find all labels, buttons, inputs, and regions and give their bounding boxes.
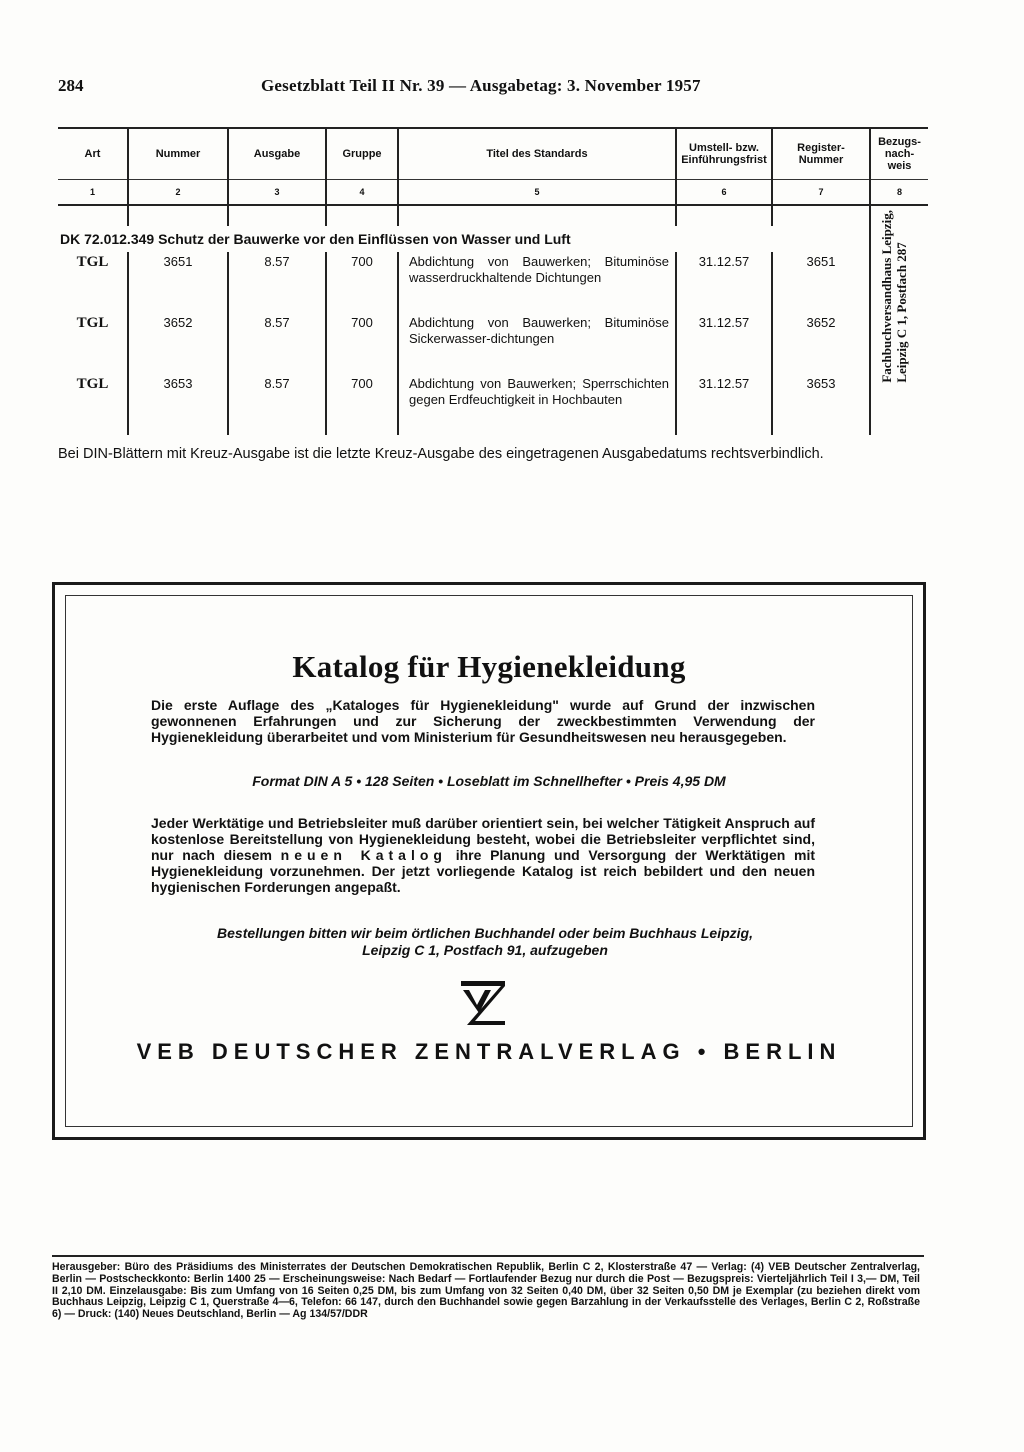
ad-order-note (165, 925, 805, 959)
imprint: Herausgeber: Büro des Präsidiums des Ministerrates der Deutschen Demokratischen Republik, Berlin C 2, Klosterstraße 47 — Verlag: (4) VEB Deutscher Zentralverlag, Berlin — Postscheckkonto: Berlin 1400 25 — Erscheinungsweise: Nach Bedarf — Fortlaufender Bezug nur durch die Post — Bezugspreis: Vierteljährlich Teil I 3,— DM, Teil II 2,10 DM. Einzelausgabe: Bis zum Umfang von 16 Seiten 0,25 DM, bis zum Umfang von 32 Seiten 0,40 DM, über 32 Seiten 0,50 DM je Exemplar (zu beziehen direkt vom Buchhaus Leipzig, Leipzig C 1, Querstraße 4—6, Telefon: 66 147, durch den Buchhandel sowie gegen Barzahlung in der Verkaufsstelle des Verlages, Berlin C 2, Roßstraße 6) — Druck: (140) Neues Deutschland, Berlin — Ag 134/57/DDR (52, 1261, 920, 1321)
cell-frist: 31.12.57 (676, 313, 772, 374)
ad-format-line: Format DIN A 5 • 128 Seiten • Loseblatt im Schnellhefter • Preis 4,95 DM (252, 773, 726, 789)
column-number: 1 (58, 180, 128, 206)
din-note: Bei DIN-Blättern mit Kreuz-Ausgabe ist die letzte Kreuz-Ausgabe des eingetragenen Ausgabedatums rechtsverbindlich. (58, 446, 824, 462)
column-header: Titel des Standards (398, 128, 676, 180)
page-title: Gesetzblatt Teil II Nr. 39 — Ausgabetag: 3. November 1957 (261, 76, 701, 95)
column-number: 8 (870, 180, 928, 206)
column-header: Ausgabe (228, 128, 326, 180)
column-number: 2 (128, 180, 228, 206)
cell-nummer: 3651 (128, 252, 228, 313)
column-header: Gruppe (326, 128, 398, 180)
publisher-name: VEB DEUTSCHER ZENTRALVERLAG • BERLIN (136, 1039, 842, 1064)
cell-register: 3651 (772, 252, 870, 313)
cell-gruppe: 700 (326, 374, 398, 435)
column-number: 3 (228, 180, 326, 206)
cell-art: TGL (76, 315, 109, 331)
section-heading: DK 72.012.349 Schutz der Bauwerke vor den Einflüssen von Wasser und Luft (58, 226, 870, 252)
cell-gruppe: 700 (326, 313, 398, 374)
cell-nummer: 3653 (128, 374, 228, 435)
ad-intro: Die erste Auflage des „Kataloges für Hygienekleidung" wurde auf Grund der inzwischen gewonnenen Erfahrungen und zur Sicherung der zweckbestimmten Verwendung der Hygienekleidung überarbeitet und vom Ministerium für Gesundheitswesen neu herausgegeben. (151, 697, 815, 745)
ad-body (151, 815, 815, 895)
bezug-text: Fachbuchversandhaus Leipzig, Leipzig C 1, Postfach 287 (879, 210, 909, 383)
column-number: 4 (326, 180, 398, 206)
page-number: 284 (58, 76, 84, 95)
ad-body-part2: ihre Planung und Versorgung der Werktätigen mit Hygienekleidung vorzunehmen. Der jetzt vorliegende Katalog ist reich bebildert und den neuen hygienischen Forderungen angepaßt. (151, 847, 816, 895)
ad-order-line2: Leipzig C 1, Postfach 91, aufzugeben (362, 942, 608, 958)
table-row (58, 313, 928, 374)
column-number-row (58, 180, 928, 206)
cell-titel: Abdichtung von Bauwerken; Bituminöse wasserdruckhaltende Dichtungen (398, 252, 676, 313)
column-header: Nummer (128, 128, 228, 180)
cell-ausgabe: 8.57 (228, 374, 326, 435)
cell-gruppe: 700 (326, 252, 398, 313)
column-header: Bezugs-nach-weis (870, 128, 928, 180)
column-number: 5 (398, 180, 676, 206)
cell-titel: Abdichtung von Bauwerken; Sperrschichten gegen Erdfeuchtigkeit in Hochbauten (398, 374, 676, 435)
column-number: 6 (676, 180, 772, 206)
column-number: 7 (772, 180, 870, 206)
cell-register: 3653 (772, 374, 870, 435)
ad-body-emphasis: neuen Katalog (280, 847, 447, 863)
column-header: Register-Nummer (772, 128, 870, 180)
table-row (58, 374, 928, 435)
column-header: Art (58, 128, 128, 180)
column-header: Umstell- bzw. Einführungsfrist (676, 128, 772, 180)
table-header-row (58, 128, 928, 180)
cell-frist: 31.12.57 (676, 252, 772, 313)
cell-art: TGL (76, 376, 109, 392)
spacer-row (58, 205, 928, 226)
ad-order-line1: Bestellungen bitten wir beim örtlichen Buchhandel oder beim Buchhaus Leipzig, (217, 925, 753, 941)
ad-body-part1: Jeder Werktätige und Betriebsleiter muß darüber orientiert sein, bei welcher Tätigkeit Anspruch auf kostenlose Bereitstellung von Hygienekleidung besteht, wobei die Betriebsleiter verpflichtet sind, nur nach diesem (151, 815, 815, 863)
cell-frist: 31.12.57 (676, 374, 772, 435)
cell-titel: Abdichtung von Bauwerken; Bituminöse Sickerwasser-dichtungen (398, 313, 676, 374)
table-row (58, 252, 928, 313)
footer-divider (52, 1255, 924, 1257)
advertisement-box (52, 582, 926, 1140)
section-heading-row (58, 226, 928, 252)
cell-nummer: 3652 (128, 313, 228, 374)
standards-table (58, 127, 928, 435)
cell-ausgabe: 8.57 (228, 252, 326, 313)
publisher-logo-icon (455, 977, 511, 1031)
bezug-cell (870, 205, 928, 435)
cell-art: TGL (76, 254, 109, 270)
ad-title: Katalog für Hygienekleidung (292, 649, 686, 684)
cell-ausgabe: 8.57 (228, 313, 326, 374)
cell-register: 3652 (772, 313, 870, 374)
